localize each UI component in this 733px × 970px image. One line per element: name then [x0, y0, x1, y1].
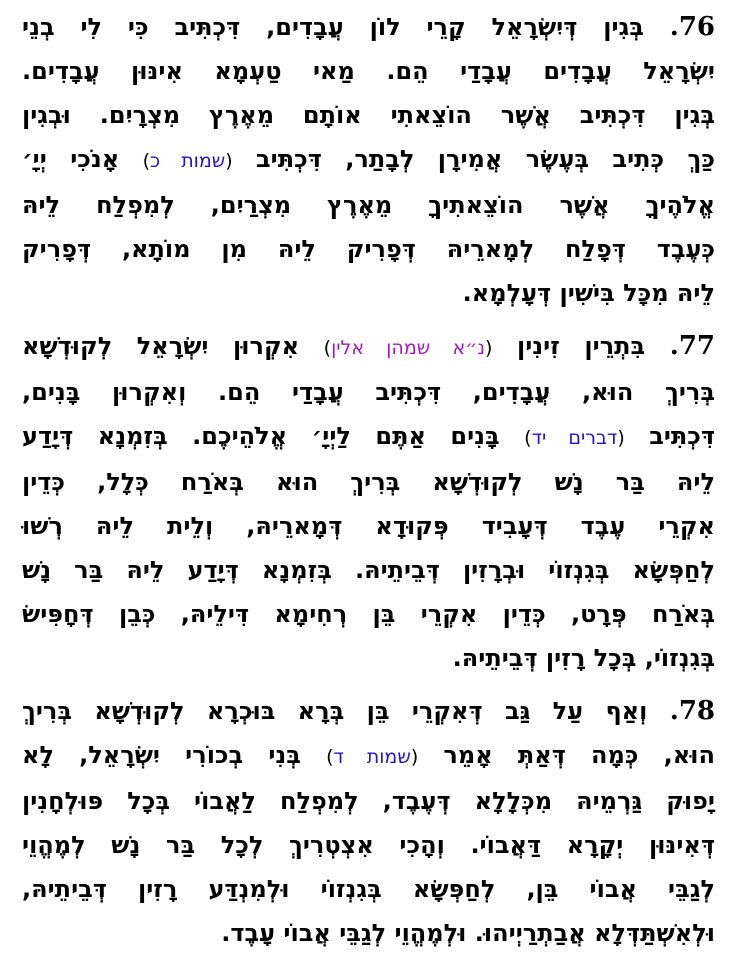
- text-run: בִּתְרֵין זִינִין: [492, 332, 670, 360]
- text-run: אָנֹכִי יְיָ׳: [22, 145, 143, 173]
- text-run: בְּגִין דְּיִשְׂרָאֵל קָרֵי לוֹן עֲבָדִים, דִּכְתִּיב כִּי לִי בְנֵי: [22, 13, 670, 41]
- text-line: [22, 548, 715, 592]
- paragraph-78: [22, 689, 715, 955]
- paragraph-number: 77.: [669, 331, 715, 361]
- text-line: [22, 779, 715, 823]
- citation-paren: ): [142, 150, 151, 172]
- text-line: [22, 689, 715, 733]
- text-line: [22, 636, 715, 680]
- text-line: [22, 370, 715, 414]
- text-run: הוּא, כְּמָה דְּאַתְּ אָמֵר: [418, 741, 715, 769]
- text-run: כְּעֶבֶד דְּפָלַח לְמָארֵיהּ דְּפָרִיק לֵיהּ מִן מוֹתָא, דְּפָרִיק: [22, 235, 715, 263]
- citation-paren: (: [485, 337, 493, 359]
- text-line: [22, 49, 715, 93]
- text-run: לֵיהּ מִכָּל בִּישִׁין דְּעָלְמָא.: [462, 279, 715, 307]
- text-line: [22, 183, 715, 227]
- text-run: בְּגִנְזוֹי, בְּכָל רָזִין דְּבֵיתֵיהּ.: [452, 644, 715, 672]
- paragraph-number: 76.: [669, 12, 715, 42]
- citation-paren: ): [524, 427, 532, 449]
- text-run: יִשְׂרָאֵל עֲבָדִים עֲבָדַי הֵם. מַאי טַעְמָא אִינּוּן עֲבָדִים.: [22, 57, 715, 85]
- paragraph-number: 78.: [669, 696, 715, 726]
- text-line: [22, 137, 715, 183]
- variant-note-link[interactable]: נ״א שמהן אלין: [331, 337, 486, 359]
- text-run: לְגַבֵּי אֲבוֹי בֵּן, לְחַפְּשָׂא בְּגִנְזוֹי וּלְמִנְדַּע רָזִין דְּבֵיתֵיהּ,: [22, 875, 715, 903]
- citation-paren: ): [323, 337, 332, 359]
- text-run: אִקְרֵי עֶבֶד דְּעָבִיד פְּקוּדָא דְּמָארֵיהּ, וְלֵית לֵיהּ רְשׁוּ: [22, 512, 715, 540]
- text-run: לֵיהּ בַּר נָשׁ לְקוּדְשָׁא בְּרִיךְ הוּא בְּאֹרַח כְּלָל, כְּדֵין: [22, 468, 715, 496]
- text-run: וּלְאִשְׁתַּדְּלָא אֲבַתְרַיְיהוּ. וּלְמֶהֱוֵי לְגַבֵּי אֲבוֹי עָבֶד.: [221, 919, 715, 947]
- text-line: [22, 460, 715, 504]
- text-line: [22, 414, 715, 460]
- text-run: כַּךְ כְּתִיב בְּעֶשֶׂר אֲמִירָן לְבָתַר, דִּכְתִּיב: [232, 145, 715, 173]
- verse-citation-link[interactable]: דברים יד: [531, 427, 618, 449]
- text-line: [22, 504, 715, 548]
- citation-paren: ): [326, 746, 334, 768]
- text-line: [22, 271, 715, 315]
- text-line: [22, 324, 715, 370]
- citation-paren: (: [617, 427, 625, 449]
- text-run: דִּכְתִּיב: [624, 422, 715, 450]
- text-run: יָפוּק גַּרְמֵיהּ מִכְּלָלָא דְּעֶבֶד, לְמִפְלַח לַאֲבוֹי בְּכָל פּוּלְחָנִין: [22, 787, 715, 815]
- text-line: [22, 93, 715, 137]
- text-line: [22, 5, 715, 49]
- text-run: וְאַף עַל גַּב דְּאִקְרֵי בֵּן בְּרָא בּוּכְרָא לְקוּדְשָׁא בְּרִיךְ: [22, 697, 670, 725]
- text-run: דְּאִינּוּן יְקָרָא דַּאֲבוֹי. וְהָכִי אִצְטְרִיךְ לְכָל בַּר נָשׁ לְמֶהֱוֵי: [22, 831, 715, 859]
- verse-citation-link[interactable]: שמות כ: [150, 150, 226, 172]
- text-line: [22, 227, 715, 271]
- citation-paren: (: [225, 150, 233, 172]
- text-run: בְּנִי בְכוֹרִי יִשְׂרָאֵל, לָא: [22, 741, 327, 769]
- text-line: [22, 867, 715, 911]
- text-run: בְּאֹרַח פְּרָט, כְּדֵין אִקְרֵי בֵּן רְחִימָא דִּילֵיהּ, כְּבֵן דְּחָפִּישׂ: [22, 600, 715, 628]
- text-run: בְּגִין דִּכְתִּיב אֲשֶׁר הוֹצֵאתִי אוֹתָם מֵאֶרֶץ מִצְרָיִם. וּבְגִין: [22, 101, 715, 129]
- paragraph-76: [22, 5, 715, 315]
- verse-citation-link[interactable]: שמות ד: [333, 746, 411, 768]
- paragraph-77: [22, 324, 715, 680]
- text-run: בָּנִים אַתֶּם לַיְיָ׳ אֱלֹהֵיכֶם. בְּזִמְנָא דְּיָדַע: [22, 422, 525, 450]
- text-run: אִקְרוּן יִשְׂרָאֵל לְקוּדְשָׁא: [22, 332, 324, 360]
- text-line: [22, 823, 715, 867]
- text-run: אֱלֹהֶיךָ אֲשֶׁר הוֹצֵאתִיךָ מֵאֶרֶץ מִצְרַיִם, לְמִפְלַח לֵיהּ: [22, 191, 715, 219]
- citation-paren: (: [410, 746, 419, 768]
- text-line: [22, 733, 715, 779]
- text-line: [22, 592, 715, 636]
- text-line: [22, 911, 715, 955]
- text-run: לְחַפְּשָׂא בְּגִנְזוֹי וּבְרָזִין דְּבֵיתֵיהּ. בְּזִמְנָא דְּיָדַע לֵיהּ בַּר נָשׁ: [22, 556, 715, 584]
- text-run: בְּרִיךְ הוּא, עֲבָדִים, דִּכְתִּיב עֲבָדַי הֵם. וְאִקְרוּן בָּנִים,: [22, 378, 715, 406]
